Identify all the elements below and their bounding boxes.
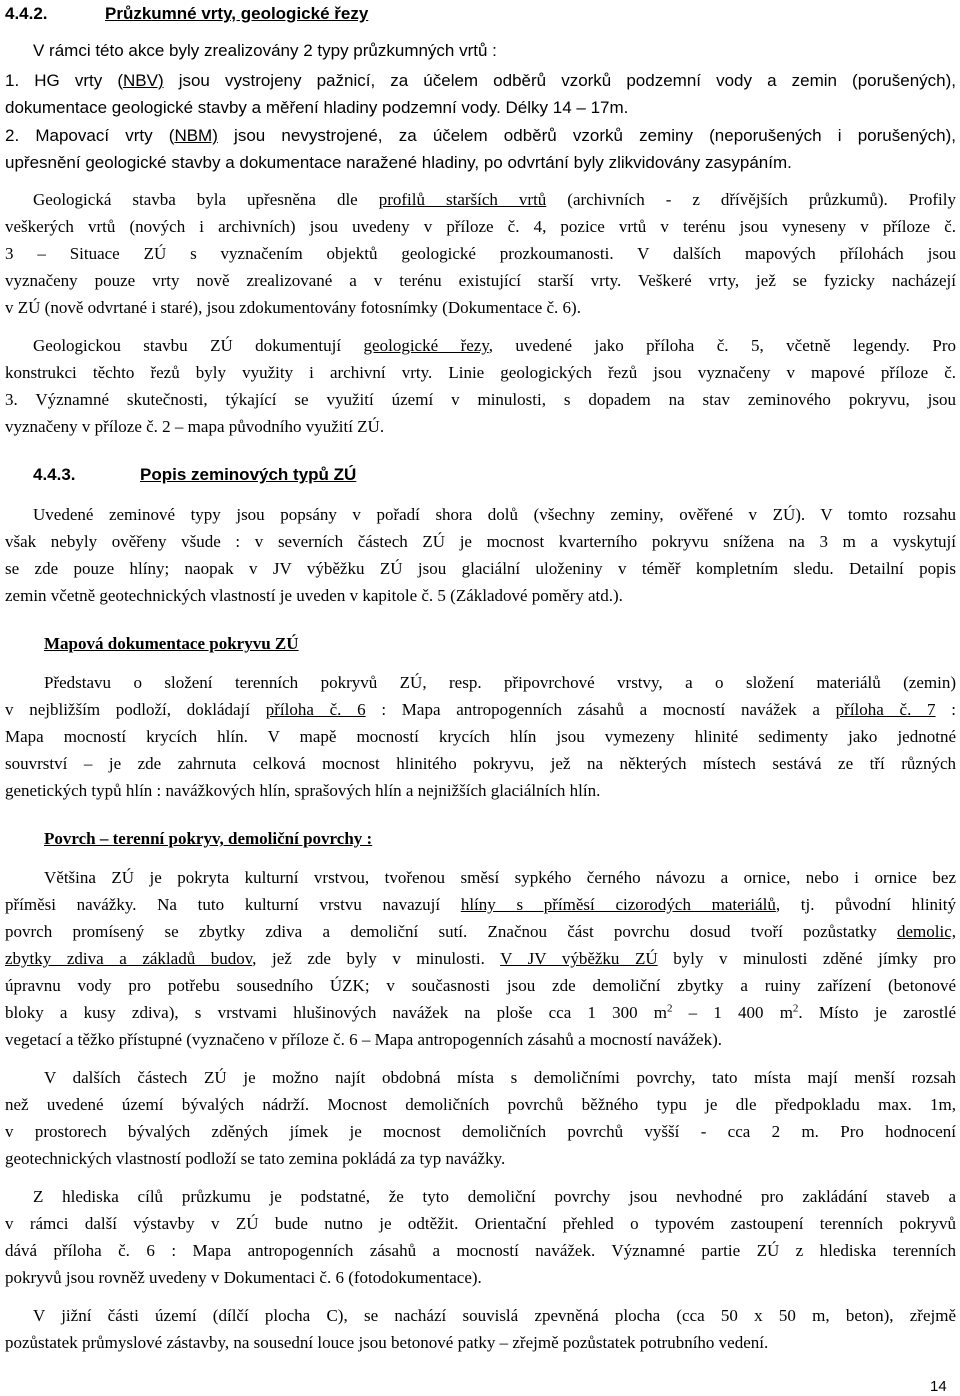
section-heading-4-4-2 [5,4,956,24]
povrch-p4-line1: V jižní části území (dílčí plocha C), se nachází souvislá zpevněná plocha (cca 50 x 50 m, beton), zřejmě [33,1306,956,1325]
p1-line1 [33,190,956,210]
text: , uvedené jako příloha č. 5, včetně legendy. Pro [488,336,956,355]
text: byly v minulosti zděné jímky pro [657,949,956,968]
underlined-phrase: V JV výběžku ZÚ [500,949,658,968]
mapova-line1: Představu o složení terenních pokryvů ZÚ, resp. připovrchové vrstvy, a o složení materiálů (zemin) [44,673,956,692]
p1-line2: veškerých vrtů (nových i archivních) jsou uvedeny v příloze č. 4, pozice vrtů v terénu jsou vyneseny v příloze č. [5,217,956,236]
povrch-p3-line2: v rámci další výstavby v ZÚ bude nutno je odtěžit. Orientační přehled o typovém zastoupení terenních pokryvů [5,1214,956,1233]
povrch-p2-line4: geotechnických vlastností podloží se tato zemina pokládá za typ navážky. [5,1149,506,1168]
section-number: 4.4.2. [5,4,48,23]
s443-line4: zemin včetně geotechnických vlastností je uveden v kapitole č. 5 (Základové poměry atd.). [5,586,623,605]
s443-line3: se zde pouze hlíny; naopak v JV výběžku ZÚ jsou glaciální uloženiny v téměř kompletním sledu. Detailní popis [5,559,956,578]
text: jsou nevystrojené, za účelem odběrů vzorků zeminy (neporušených i porušených), [217,126,956,145]
povrch-p2-line3: v prostorech bývalých zděných jímek je mocnost demoličních povrchů vyšší - cca 2 m. Pro hodnocení [5,1122,956,1141]
text: příměsi navážky. Na tuto kulturní vrstvu navazují [5,895,461,914]
p2-line4: vyznačeny v příloze č. 2 – mapa původního využití ZÚ. [5,417,385,436]
text: : [935,700,957,719]
povrch-p3-line1: Z hlediska cílů průzkumu je podstatné, že tyto demoliční povrchy jsou nevhodné pro zakládání staveb a [33,1187,956,1206]
s443-line2: však nebyly ověřeny všude : v severních částech ZÚ je mocnost kvarterního pokryvu snížena na 3 m a vyskytují [5,532,956,551]
attachment-7-link: příloha č. 7 [835,700,936,719]
text: (archivních - z dřívějších průzkumů). Profily [546,190,956,209]
text: , tj. původní hlinitý [775,895,957,914]
s443-line1: Uvedené zeminové typy jsou popsány v pořadí shora dolů (všechny zeminy, ověřené v ZÚ). V tomto rozsahu [33,505,956,524]
nbv-link: NBV) [122,71,164,90]
povrch-p1-line7: vegetací a těžko přístupné (vyznačeno v příloze č. 6 – Mapa antropogenních zásahů a mocností navážek). [5,1030,723,1049]
subheading-povrch: Povrch – terenní pokryv, demoliční povrchy : [44,829,373,848]
povrch-p1-line6 [5,1003,956,1023]
povrch-p1-line1: Většina ZÚ je pokryta kulturní vrstvou, tvořenou směsí sypkého černého návozu a ornice, nebo i ornice bez [44,868,956,887]
section-title: Popis zeminových typů ZÚ [140,465,357,484]
superscript: 2 [667,1002,673,1015]
item2-line2: upřesnění geologické stavby a dokumentace naražené hladiny, po odvrtání byly zlikvidovány zasypáním. [5,153,792,172]
povrch-p1-line4 [5,949,956,969]
underlined-phrase: demolic, [896,922,956,941]
text: v nejbližším podloží, dokládají [5,700,266,719]
povrch-p4-line2: pozůstatek průmyslové zástavby, na sousední louce jsou betonové patky – zřejmě pozůstatek potrubního vedení. [5,1333,769,1352]
text: povrch promísený se zbytky zdiva a demoliční sutí. Značnou část povrchu dosud tvoří pozůstatky [5,922,897,941]
povrch-p2-line2: než uvedené území bývalých nádrží. Mocnost demoličních povrchů běžného typu je dle předpokladu max. 1m, [5,1095,956,1114]
p2-line3: 3. Významné skutečnosti, týkající se využití území v minulosti, s dopadem na stav zeminového pokryvu, jsou [5,390,956,409]
p1-line3: 3 – Situace ZÚ s vyznačením objektů geologické prozkoumanosti. V dalších mapových přílohách jsou [5,244,956,263]
povrch-p1-line5: úpravnu vody pro potřebu sousedního ÚZK; v současnosti jsou zde demoliční zbytky a ruiny zařízení (betonové [5,976,956,995]
text: – 1 400 m [672,1003,793,1022]
mapova-line3: Mapa mocností krycích hlín. V mapě mocností krycích hlín jsou vymezeny hlinité sedimenty jako jednotné [5,727,956,746]
text: Geologickou stavbu ZÚ dokumentují [33,336,364,355]
p1-line4: vyznačeny pouze vrty nově zrealizované a v terénu existující starší vrty. Veškeré vrty, jež se fyzicky nacházejí [5,271,956,290]
povrch-p3-line4: pokryvů jsou rovněž uvedeny v Dokumentaci č. 6 (fotodokumentace). [5,1268,482,1287]
povrch-p1-line3 [5,922,956,942]
profile-link: profilů starších vrtů [378,190,547,209]
superscript: 2 [792,1002,799,1015]
section-title: Průzkumné vrty, geologické řezy [105,4,369,23]
item1-line2: dokumentace geologické stavby a měření hladiny podzemní vody. Délky 14 – 17m. [5,98,629,117]
item1-line1 [5,71,956,91]
text: bloky a kusy zdiva), s vrstvami hlušinových navážek na ploše cca 1 300 m [5,1003,668,1022]
section-number: 4.4.3. [33,465,76,484]
text: , jež zde byly v minulosti. [252,949,501,968]
povrch-p3-line3: dává příloha č. 6 : Mapa antropogenních zásahů a mocností navážek. Významné partie ZÚ z hlediska terenních [5,1241,956,1260]
item2-line1 [5,126,956,146]
povrch-p1-line2 [5,895,956,915]
page-number: 14 [930,1378,947,1395]
p2-line1 [33,336,956,356]
nbm-link: NBM) [174,126,218,145]
text: 1. HG vrty ( [5,71,123,90]
attachment-6-link: příloha č. 6 [265,700,366,719]
geologic-sections-link: geologické řezy [363,336,489,355]
intro-line: V rámci této akce byly zrealizovány 2 typy průzkumných vrtů : [33,41,497,60]
text: Geologická stavba byla upřesněna dle [33,190,379,209]
povrch-p2-line1: V dalších částech ZÚ je možno najít obdobná místa s demoličními povrchy, tato místa mají menší rozsah [44,1068,956,1087]
mapova-line5: genetických typů hlín : navážkových hlín, sprašových hlín a nejnižších glaciálních hlín. [5,781,601,800]
section-heading-4-4-3 [33,465,960,485]
mapova-line2 [5,700,956,720]
p2-line2: konstrukci těchto řezů byly využity i archivní vrty. Linie geologických řezů jsou vyznačeny v mapové příloze č. [5,363,956,382]
text: . Místo je zarostlé [798,1003,956,1022]
mapova-line4: souvrství – je zde zahrnuta celková mocnost hlinitého pokryvu, jež na některých místech sestává ze tří různých [5,754,956,773]
text: 2. Mapovací vrty ( [5,126,175,145]
p1-line5: v ZÚ (nově odvrtané i staré), jsou zdokumentovány fotosnímky (Dokumentace č. 6). [5,298,581,317]
underlined-phrase: hlíny s příměsí cizorodých materiálů [460,895,776,914]
subheading-mapova: Mapová dokumentace pokryvu ZÚ [44,634,299,653]
text: jsou vystrojeny pažnicí, za účelem odběrů vzorků podzemní vody a zemin (porušených), [163,71,956,90]
text: : Mapa antropogenních zásahů a mocností navážek a [365,700,836,719]
underlined-phrase: zbytky zdiva a základů budov [5,949,253,968]
